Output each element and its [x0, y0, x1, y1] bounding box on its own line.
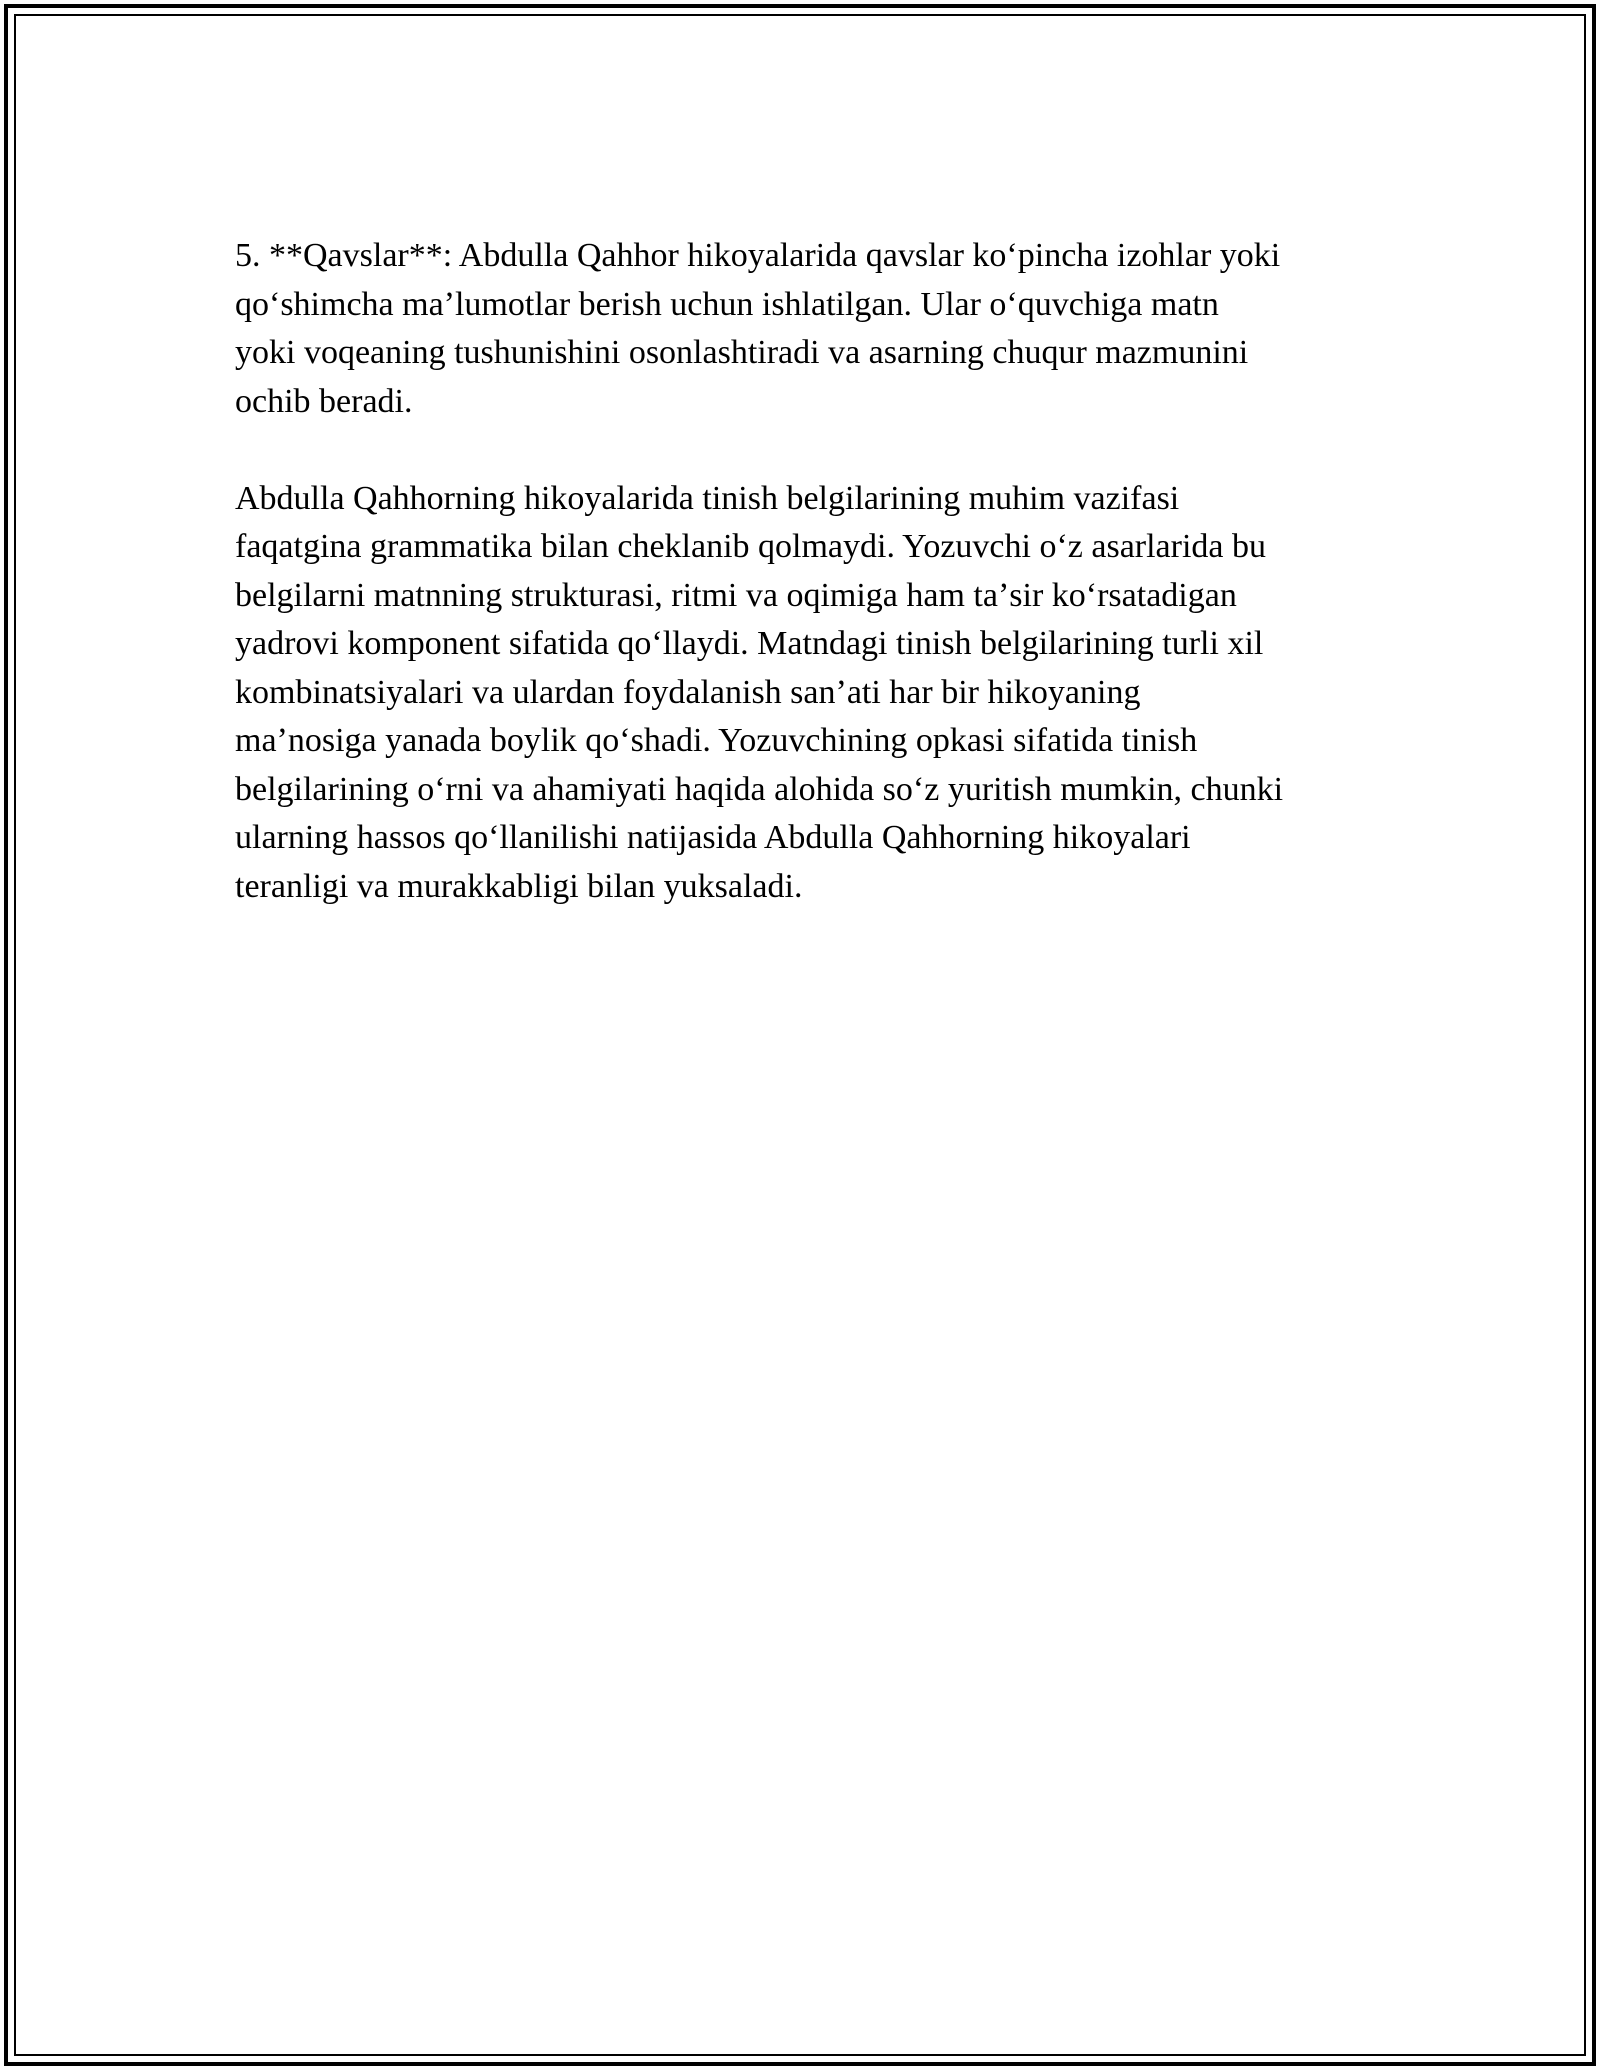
text-line: teranligi va murakkabligi bilan yuksaladi. — [235, 867, 803, 905]
text-line: qoʻshimcha maʼlumotlar berish uchun ishlatilgan. Ular oʻquvchiga matn — [235, 285, 1219, 323]
text-line: faqatgina grammatika bilan cheklanib qolmaydi. Yozuvchi oʻz asarlarida bu — [235, 528, 1267, 565]
text-line: ochib beradi. — [235, 382, 413, 420]
paragraph-qavslar — [235, 232, 1385, 426]
text-line: belgilarining oʻrni va ahamiyati haqida alohida soʻz yuritish mumkin, chunki — [235, 770, 1284, 808]
text-line: yadrovi komponent sifatida qoʻllaydi. Matndagi tinish belgilarining turli xil — [235, 625, 1264, 662]
text-line: Abdulla Qahhorning hikoyalarida tinish belgilarining muhim vazifasi — [235, 479, 1180, 517]
text-line: belgilarni matnning strukturasi, ritmi va oqimiga ham taʼsir koʻrsatadigan — [235, 576, 1237, 614]
document-body — [235, 232, 1385, 911]
text-line: ularning hassos qoʻllanilishi natijasida Abdulla Qahhorning hikoyalari — [235, 819, 1191, 856]
text-line: 5. **Qavslar**: Abdulla Qahhor hikoyalarida qavslar koʻpincha izohlar yoki — [235, 237, 1281, 274]
paragraph-conclusion — [235, 475, 1385, 912]
text-line: kombinatsiyalari va ulardan foydalanish sanʼati har bir hikoyaning — [235, 673, 1141, 711]
text-line: maʼnosiga yanada boylik qoʻshadi. Yozuvchining opkasi sifatida tinish — [235, 722, 1198, 759]
text-line: yoki voqeaning tushunishini osonlashtiradi va asarning chuqur mazmunini — [235, 334, 1249, 371]
